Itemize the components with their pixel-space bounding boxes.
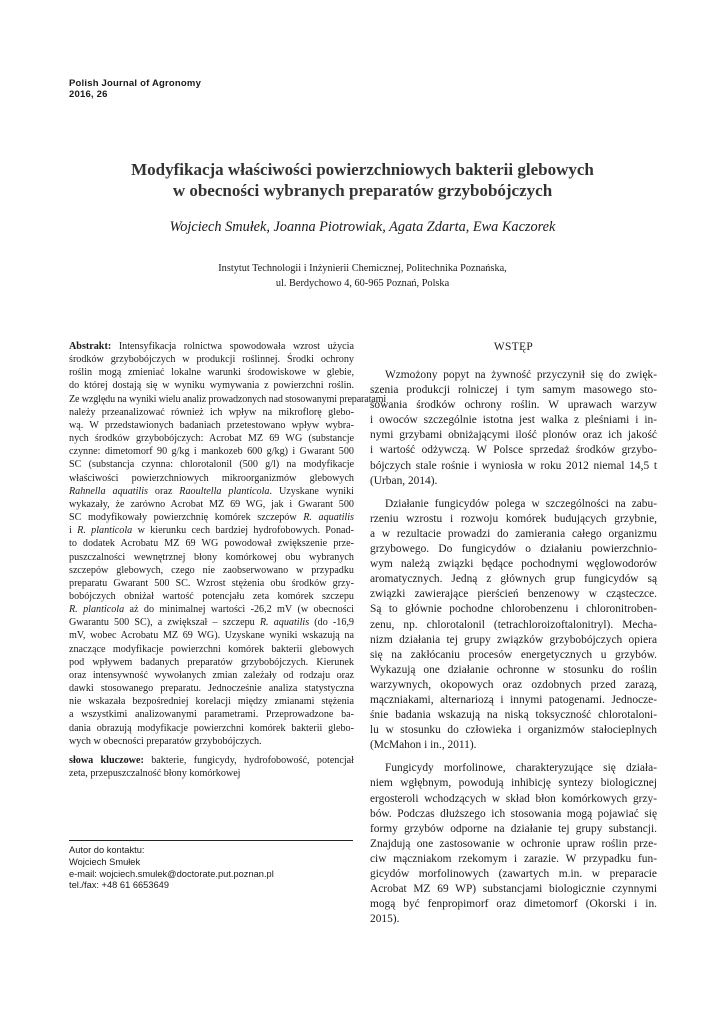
species-name: Raoultella planticola (179, 485, 270, 497)
body-line: rzeniu wzrostu i rozwoju komórek budujących grzybnie, (370, 512, 657, 525)
title-line-2: w obecności wybranych preparatów grzybobójczych (172, 181, 553, 200)
title-line-1: Modyfikacja właściwości powierzchniowych bakterii glebowych (131, 160, 594, 179)
section-heading-wstep: WSTĘP (493, 341, 534, 353)
abstract-line: szczepów glebowych, czego nie zaobserwowano w przypadku (69, 564, 354, 576)
intro-paragraph-2 (370, 497, 657, 754)
paper-title (60, 159, 665, 201)
abstract-line: nie wskazała bezpośredniej korelacji między zmianami stężenia (69, 696, 354, 708)
keywords-line: zeta, przepuszczalność błony komórkowej (69, 768, 241, 779)
abstract-line: Ze względu na wyniki wielu analiz prowadzonych nad stosowanymi preparatami (69, 393, 387, 405)
body-line: śnie badania wskazują na niską toksyczność chlorotaloni- (370, 709, 657, 722)
intro-paragraph-1 (370, 368, 657, 489)
species-name: R. planticola (69, 604, 125, 616)
journal-header (69, 78, 201, 100)
keywords-line: słowa kluczowe: bakterie, fungicydy, hydrofobowość, potencjał (69, 754, 354, 766)
species-name: Rahnella aquatilis (69, 485, 148, 497)
abstract-line: wą. W przedstawionych badaniach przetestowano wpływ wybra- (69, 419, 354, 431)
abstract-line: wych w obecności preparatów grzybobójczych. (69, 735, 262, 747)
body-line: nymi grzybami obniżającymi ilość plonów oraz ich jakość (370, 429, 657, 442)
abstract-line: wykazały, że zarówno Acrobat MZ 69 WG, jak i Gwarant 500 (69, 498, 354, 510)
body-line: sowania środków ochrony roślin. W uprawach warzyw (370, 399, 657, 412)
body-line: Działanie fungicydów polega w szczególności na zabu- (385, 497, 657, 510)
body-line: formy grzybów odporne na działanie tej grupy substancji. (370, 822, 657, 835)
body-line: Wzmożony popyt na żywność przyczynił się do zwięk- (385, 369, 657, 381)
keywords-label: słowa kluczowe: (69, 754, 144, 766)
body-line: wym należą związki będące pochodnymi węglowodorów (370, 558, 657, 571)
abstract-line: nych środków grzybobójczych: Acrobat MZ 69 WG (substancje (69, 433, 354, 445)
left-column (69, 340, 387, 780)
body-line: 2015). (370, 913, 400, 926)
body-line: mogą być fenpropimorf oraz dimetomorf (Okorski i in. (370, 898, 657, 911)
abstract (69, 340, 387, 748)
body-line: Fungicydy morfolinowe, charakteryzujące się działa- (385, 762, 657, 775)
abstract-line: środków grzybobójczych w produkcji roślinnej. Środki ochrony (69, 354, 354, 366)
body-line: szenia produkcji rolniczej i tym samym masowego sto- (370, 384, 657, 397)
abstract-line: preparatu Gwarant 500 SC. Wzrost stężenia obu środków grzy- (69, 577, 354, 589)
abstract-line: puszczalności wewnętrznej błony komórkowej obu wybranych (69, 551, 354, 563)
body-line: Acrobat MZ 69 WP) substancjami biologicznie czynnymi (370, 883, 657, 896)
abstract-line: do której dostają się w wyniku wymywania z powierzchni roślin. (69, 380, 354, 392)
abstract-line: Gwarantu 500 SC), a zwiększał – szczepu R. aquatilis (do -16,9 (69, 617, 354, 629)
body-line: bów. Podczas dłuższego ich stosowania mogą pojawiać się (370, 807, 657, 820)
affiliation-line-1: Instytut Technologii i Inżynierii Chemicznej, Politechnika Poznańska, (218, 263, 507, 274)
body-line: Wykazują one działanie ochronne w stosunku do roślin (370, 663, 657, 676)
journal-name: Polish Journal of Agronomy (69, 78, 202, 89)
contact-email: e-mail: wojciech.smulek@doctorate.put.poznan.pl (69, 868, 274, 879)
abstract-line: SC modyfikowały powierzchnię komórek szczepów R. aquatilis (69, 512, 354, 524)
body-line: i wartość odżywczą. W Polsce sprzedaż środków grzybo- (370, 444, 657, 457)
body-line: (Urban, 2014). (370, 474, 438, 487)
body-line: grzybowego. Do fungicydów o działaniu powierzchnio- (370, 543, 657, 556)
abstract-line: SC (substancja czynna: chlorotalonil (500 g/l) na modyfikacje (69, 459, 354, 471)
abstract-line: to dodatek Acrobatu MZ 69 WG powodował zwiększenie prze- (69, 538, 354, 550)
contact-footnote (69, 845, 274, 892)
abstract-line: dania obrazują modyfikacje powierzchni komórek bakterii glebo- (69, 722, 354, 734)
abstract-line: bobójczych obniżał wartość potencjału zeta komórek szczepu (69, 590, 354, 602)
body-line: lu w stosunku do człowieka i organizmów stałocieplnych (370, 724, 657, 737)
abstract-line: mV, wobec Acrobatu MZ 69 WG). Uzyskane wyniki wskazują na (69, 630, 354, 642)
abstract-line: pod wpływem badanych preparatów grzybobójczych. Kierunek (69, 656, 354, 668)
species-name: R. planticola (77, 525, 133, 537)
body-line: ergosteroli wchodzących w skład błon komórkowych grzy- (370, 792, 657, 805)
body-line: zenu, np. chlorotalonil (tetrachloroizoftalonitryl). Mecha- (370, 618, 657, 631)
abstract-label: Abstrakt: (69, 341, 112, 352)
abstract-line: Rahnella aquatilis oraz Raoultella planticola. Uzyskane wyniki (69, 485, 354, 497)
abstract-line: a wszystkimi analizowanymi parametrami. Przeprowadzone ba- (69, 709, 354, 721)
body-line: ciw mączniakom rzekomym i zarazie. W przypadku fun- (370, 852, 657, 865)
contact-name: Wojciech Smułek (69, 856, 141, 867)
body-line: aromatycznych. Jedną z głównych grup fungicydów są (370, 573, 657, 586)
species-name: R. aquatilis (259, 617, 310, 629)
abstract-line: Abstrakt: Intensyfikacja rolnictwa spowodowała wzrost użycia (69, 341, 354, 352)
body-line: związki zawierające pierścień benzenowy w cząsteczce. (370, 588, 657, 601)
abstract-line: dawki stosowanego preparatu. Jednocześnie analiza statystyczna (69, 683, 354, 695)
body-line: i owoców szczególnie istotna jest walka z pleśniami i in- (370, 414, 657, 427)
abstract-line: roślin mogą zmieniać lokalne warunki środowiskowe w glebie, (69, 367, 354, 379)
body-line: bójczych stale rośnie i wyniosła w roku 2012 niemal 14,5 t (370, 459, 657, 472)
right-column (370, 340, 657, 927)
body-line: gicydów morfolinowych (zawartych m.in. w preparacie (370, 868, 657, 880)
body-line: a w rezultacie prowadzi do zamierania całego organizmu (370, 527, 657, 540)
body-line: Są to głównie pochodne chlorobenzenu i chloronitroben- (370, 603, 657, 616)
contact-phone: tel./fax: +48 61 6653649 (69, 880, 170, 891)
body-line: warzywnych, okopowych oraz ozdobnych przed zarazą, (370, 678, 657, 691)
abstract-line: oraz intensywność wywołanych zmian zależały od rodzaju oraz (69, 669, 354, 681)
body-line: mączniakami, alternariozą i innymi patogenami. Jednocze- (370, 693, 657, 706)
abstract-line: R. planticola aż do minimalnej wartości -26,2 mV (w obecności (69, 604, 354, 616)
contact-heading: Autor do kontaktu: (69, 845, 145, 855)
affiliation-line-2: ul. Berdychowo 4, 60-965 Poznań, Polska (275, 277, 450, 289)
keywords (69, 754, 354, 780)
body-line: (McMahon i in., 2011). (370, 739, 477, 752)
abstract-line: właściwości powierzchniowych mikroorganizmów glebowych (69, 472, 354, 484)
body-line: Znajdują one zastosowanie w ochronie upraw roślin prze- (370, 837, 657, 850)
authors: Wojciech Smułek, Joanna Piotrowiak, Agata Zdarta, Ewa Kaczorek (169, 219, 556, 235)
journal-issue: 2016, 26 (69, 89, 108, 100)
abstract-line: znaczące modyfikacje powierzchni komórek bakterii glebowych (69, 643, 354, 655)
body-line: niem wgłębnym, powodują inhibicję syntezy biologicznej (370, 777, 657, 790)
intro-paragraph-3 (370, 761, 657, 927)
abstract-line: należy przeanalizować również ich wpływ na mikroflorę glebo- (69, 406, 354, 418)
species-name: R. aquatilis (303, 512, 354, 524)
abstract-line: i R. planticola w kierunku cech bardziej hydrofobowych. Ponad- (69, 525, 354, 537)
abstract-line: czynne: dimetomorf 90 g/kg i mankozeb 600 g/kg) i Gwarant 500 (69, 446, 354, 458)
footnote-rule (69, 840, 353, 841)
body-line: się na zakłócaniu procesów energetycznych u grzybów. (370, 648, 657, 661)
body-line: nizm działania tej grupy związków grzybobójczych opiera (370, 633, 657, 646)
affiliation (60, 262, 665, 291)
